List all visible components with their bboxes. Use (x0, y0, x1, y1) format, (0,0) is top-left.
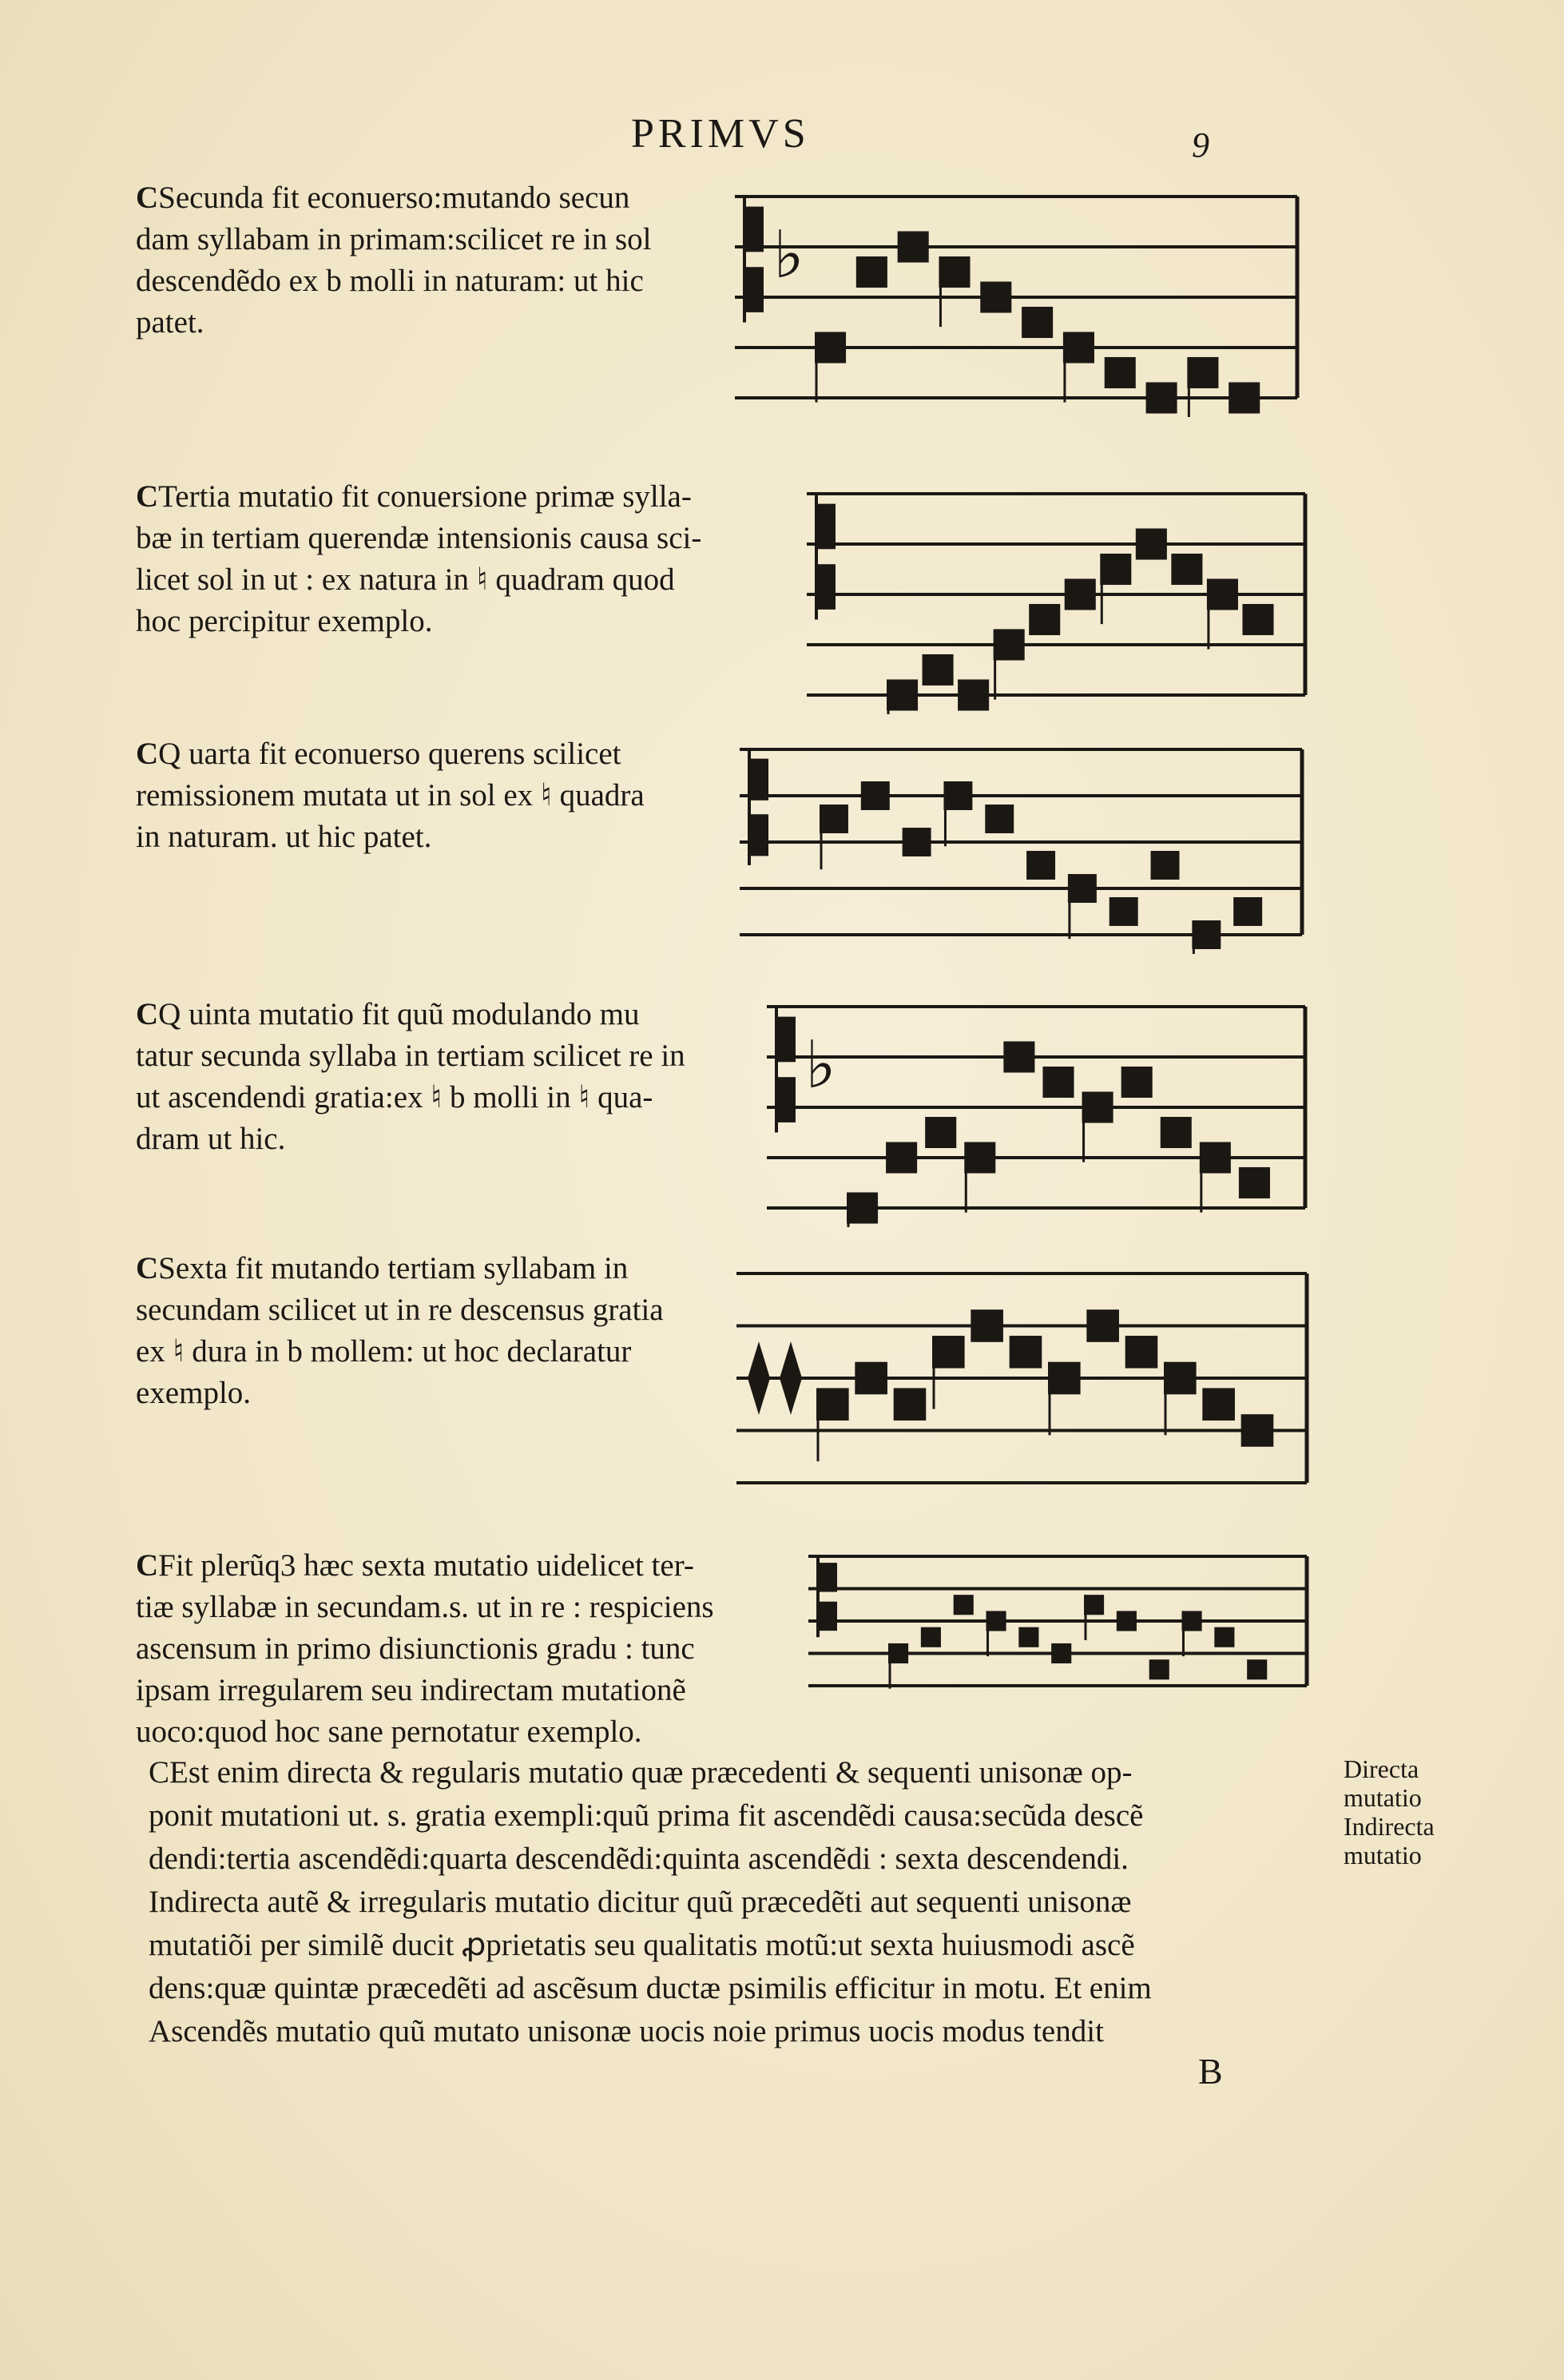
square-note (1065, 578, 1096, 610)
square-note (1202, 1388, 1235, 1420)
square-note (1042, 1067, 1074, 1098)
pilcrow-icon: C (136, 1251, 159, 1285)
square-note (1187, 357, 1218, 388)
c-clef-icon (746, 267, 764, 312)
c-clef-icon (818, 564, 836, 610)
square-note (939, 256, 970, 288)
square-note (1247, 1659, 1267, 1679)
pilcrow-icon: C (149, 1755, 170, 1790)
square-note (815, 332, 846, 363)
c-clef-icon (820, 1602, 837, 1631)
square-note (1239, 1167, 1270, 1198)
square-note (887, 679, 918, 710)
square-note (958, 679, 989, 710)
square-note (1048, 1362, 1081, 1395)
section-2-text: CTertia mutatio fit conuersione primæ sylla- bæ in tertiam querendæ intensionis causa sci- licet sol in ut : ex natura in ♮ quadram quod hoc percipitur exemplo. (136, 479, 702, 638)
staff-4-svg (767, 987, 1310, 1227)
pilcrow-icon: C (136, 479, 159, 514)
music-example-5 (736, 1254, 1312, 1502)
square-note (1051, 1643, 1071, 1663)
music-example-1 (735, 177, 1302, 417)
body-paragraph: CEst enim directa & regularis mutatio quæ præcedenti & sequenti unisonæ op- ponit mutationi ut. s. gratia exempli:quũ prima fit ascendẽdi causa:secũda descẽ dendi:tertia ascendẽdi:quarta descendẽdi:quinta ascendẽdi : sexta descendendi. Indirecta autẽ & irregularis mutatio dicitur quũ præcedẽti aut sequenti unisonæ mutatiõi per similẽ ducit ꝓprietatis seu qualitatis motũ:ut sexta huiusmodi ascẽ dens:quæ quintæ præcedẽti ad ascẽsum ductæ psimilis efficitur in motu. Et enim Ascendẽs mutatio quũ mutato unisonæ uocis noie primus uocis modus tendit (149, 1755, 1152, 2048)
square-note (1105, 357, 1136, 388)
square-note (816, 1388, 849, 1420)
pilcrow-icon: C (136, 181, 159, 215)
section-3-text: CQ uarta fit econuerso querens scilicet remissionem mutata ut in sol ex ♮ quadra in naturam. ut hic patet. (136, 737, 645, 854)
c-clef-icon (751, 759, 768, 801)
square-note (1117, 1611, 1137, 1631)
square-note (894, 1388, 927, 1420)
square-note (1121, 1067, 1153, 1098)
c-clef-icon (751, 814, 768, 856)
staff-1-svg (735, 177, 1302, 417)
square-note (1003, 1041, 1034, 1072)
staff-5-svg (736, 1254, 1312, 1502)
square-note (1192, 920, 1221, 949)
music-example-4 (767, 987, 1310, 1227)
staff-2-svg (807, 475, 1310, 714)
running-title: PRIMVS (631, 111, 810, 157)
square-note (1242, 604, 1273, 635)
staff-3-svg (740, 730, 1307, 954)
c-clef-icon (818, 504, 836, 550)
square-note (1241, 1414, 1274, 1447)
square-note (1109, 897, 1138, 926)
square-note (925, 1117, 956, 1148)
b-flat-icon: ♭ (773, 217, 804, 293)
square-note (1125, 1336, 1158, 1369)
c-clef-icon (820, 1563, 837, 1591)
music-example-6 (808, 1537, 1312, 1705)
square-note (1018, 1627, 1038, 1647)
square-note (1214, 1627, 1234, 1647)
square-note (856, 256, 887, 288)
square-note (820, 805, 848, 833)
square-note (1084, 1595, 1104, 1615)
margin-note: Directa mutatio Indirecta mutatio (1344, 1754, 1435, 1869)
square-note (855, 1362, 887, 1395)
square-note (886, 1142, 917, 1173)
pilcrow-icon: C (136, 737, 159, 771)
square-note (1086, 1309, 1119, 1342)
pilcrow-icon: C (136, 997, 159, 1031)
square-note (1229, 382, 1260, 413)
square-note (1151, 851, 1180, 880)
staff-6-svg (808, 1537, 1312, 1705)
square-note (994, 629, 1025, 660)
c-clef-icon (778, 1077, 796, 1122)
square-note (1161, 1117, 1192, 1148)
section-4-text: CQ uinta mutatio fit quũ modulando mu tatur secunda syllaba in tertiam scilicet re in ut ascendendi gratia:ex ♮ b molli in ♮ qua- dram ut hic. (136, 997, 685, 1156)
square-note (1233, 897, 1262, 926)
square-note (932, 1336, 965, 1369)
square-note (903, 828, 931, 856)
square-note (1182, 1611, 1202, 1631)
square-note (1082, 1091, 1113, 1122)
diamond-clef-icon (748, 1341, 770, 1415)
square-note (1100, 554, 1131, 585)
square-note (1010, 1336, 1042, 1369)
signature-mark: B (1198, 2051, 1223, 2092)
square-note (888, 1643, 908, 1663)
square-note (923, 654, 954, 685)
section-6-text: CFit plerũq3 hæc sexta mutatio uidelicet ter- tiæ syllabæ in secundam.s. ut in re : respiciens ascensum in primo disiunctionis gradu : tunc ipsam irregularem seu indirectam mutationẽ uoco:quod hoc sane pernotatur exemplo. (136, 1548, 714, 1749)
square-note (954, 1595, 974, 1615)
square-note (943, 781, 972, 810)
section-1-text: CSecunda fit econuerso:mutando secun dam syllabam in primam:scilicet re in sol descendẽdo ex b molli in naturam: ut hic patet. (136, 181, 652, 340)
square-note (1029, 604, 1060, 635)
folio-number: 9 (1192, 125, 1209, 165)
square-note (1026, 851, 1055, 880)
square-note (861, 781, 890, 810)
music-example-3 (740, 730, 1307, 954)
square-note (985, 805, 1014, 833)
square-note (1022, 307, 1053, 338)
square-note (847, 1192, 878, 1223)
square-note (1063, 332, 1094, 363)
c-clef-icon (746, 207, 764, 252)
square-note (980, 281, 1011, 312)
square-note (1164, 1362, 1197, 1395)
square-note (1136, 528, 1167, 559)
square-note (1068, 874, 1097, 903)
music-example-2 (807, 475, 1310, 714)
b-flat-icon: ♭ (805, 1027, 836, 1103)
c-clef-icon (778, 1017, 796, 1063)
square-note (986, 1611, 1006, 1631)
square-note (964, 1142, 995, 1173)
square-note (1200, 1142, 1231, 1173)
square-note (898, 231, 929, 262)
section-5-text: CSexta fit mutando tertiam syllabam in secundam scilicet ut in re descensus gratia ex ♮ dura in b mollem: ut hoc declaratur exemplo. (136, 1251, 664, 1410)
diamond-clef-icon (780, 1341, 802, 1415)
square-note (1171, 554, 1202, 585)
pilcrow-icon: C (136, 1548, 159, 1583)
square-note (921, 1627, 941, 1647)
square-note (1149, 1659, 1169, 1679)
square-note (1146, 382, 1177, 413)
square-note (971, 1309, 1003, 1342)
square-note (1207, 578, 1238, 610)
